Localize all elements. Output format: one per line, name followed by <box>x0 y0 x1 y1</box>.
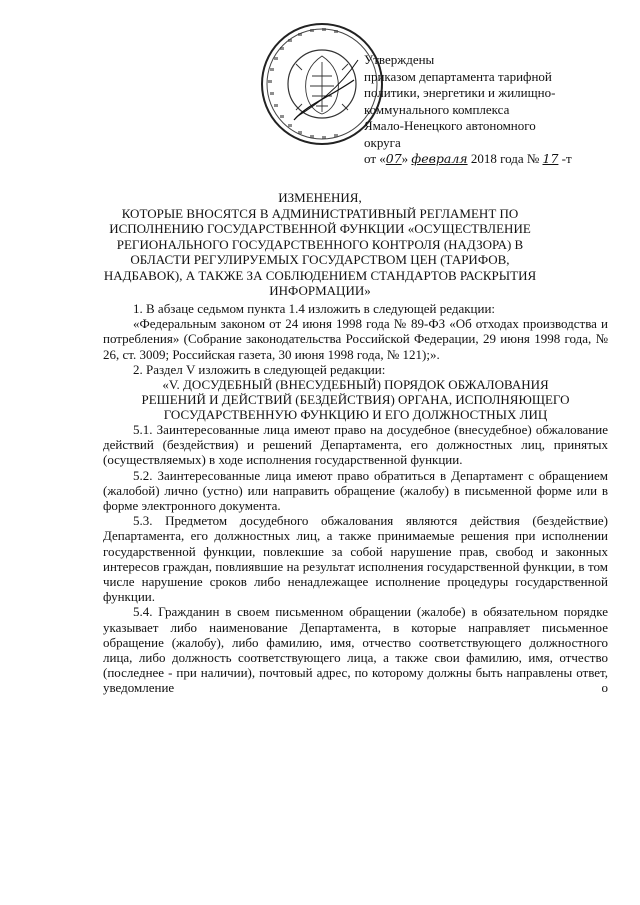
approval-line: Ямало-Ненецкого автономного <box>364 118 536 133</box>
section-heading-line: РЕШЕНИЙ И ДЕЙСТВИЙ (БЕЗДЕЙСТВИЯ) ОРГАНА, ИСПОЛНЯЮЩЕГО <box>141 392 570 408</box>
date-year: 2018 года № <box>467 151 543 166</box>
approval-line: приказом департамента тарифной <box>364 68 552 84</box>
title-line: КОТОРЫЕ ВНОСЯТСЯ В АДМИНИСТРАТИВНЫЙ РЕГЛАМЕНТ ПО <box>121 205 519 221</box>
approval-date-line <box>364 151 624 168</box>
date-day-handwritten: 07 <box>385 151 402 166</box>
date-suffix: -т <box>558 151 572 166</box>
order-number-handwritten: 17 <box>542 151 559 166</box>
paragraph-5-3: 5.3. Предметом досудебного обжалования являются действия (бездействие) Департамента, его должностных лиц, а также принимаемые решения при исполнении государственной функции, повлекшие за собой нарушение прав, свобод и законных интересов граждан, повлиявшие на результат исполнения государственной функции, в том числе нарушение сроков либо ненадлежащее исполнение процедуры государственной функции. <box>103 513 608 605</box>
paragraph-5-4: 5.4. Гражданин в своем письменном обращении (жалобе) в обязательном порядке указывает либо наименование Департамента, в которые направляет письменное обращение (жалобу), либо фамилию, имя, отчество соответствующего должностного лица, либо должность соответствующего лица, а также свои фамилию, имя, отчество (последнее - при наличии), почтовый адрес, по которому должны быть направлены ответ, уведомление о <box>103 604 608 696</box>
document-body <box>103 301 608 696</box>
title-line: ИНФОРМАЦИИ» <box>269 283 371 298</box>
approval-line: политики, энергетики и жилищно- <box>364 85 556 100</box>
paragraph-5-1: 5.1. Заинтересованные лица имеют право на досудебное (внесудебное) обжалование действий (бездействия) и решений Департамента, его должностных лиц, принятых (осуществляемых) в ходе исполнения государственной функции. <box>103 422 608 468</box>
approval-line: округа <box>364 134 401 150</box>
date-mid: » <box>401 151 412 166</box>
title-line: РЕГИОНАЛЬНОГО ГОСУДАРСТВЕННОГО КОНТРОЛЯ (НАДЗОРА) В <box>116 236 524 252</box>
section-heading <box>103 377 608 422</box>
approval-line: Утверждены <box>364 52 435 67</box>
approval-block <box>364 52 624 168</box>
document-title <box>100 190 540 299</box>
approval-line: коммунального комплекса <box>364 101 510 117</box>
title-line: ИЗМЕНЕНИЯ, <box>278 190 362 205</box>
section-heading-line: ГОСУДАРСТВЕННУЮ ФУНКЦИЮ И ЕГО ДОЛЖНОСТНЫХ ЛИЦ <box>163 407 548 423</box>
amendment-item-1: 1. В абзаце седьмом пункта 1.4 изложить в следующей редакции: <box>133 301 496 316</box>
amendment-item-2: 2. Раздел V изложить в следующей редакции: <box>133 361 386 377</box>
date-month-handwritten: февраля <box>411 151 468 166</box>
title-line: ИСПОЛНЕНИЮ ГОСУДАРСТВЕННОЙ ФУНКЦИИ «ОСУЩЕСТВЛЕНИЕ <box>109 221 531 236</box>
section-heading-line: «V. ДОСУДЕБНЫЙ (ВНЕСУДЕБНЫЙ) ПОРЯДОК ОБЖАЛОВАНИЯ <box>162 377 549 393</box>
paragraph-5-2: 5.2. Заинтересованные лица имеют право обратиться в Департамент с обращением (жалобой) лично (устно) или направить обращение (жалобу) в письменной форме или в форме электронного документа. <box>103 467 608 514</box>
title-line: ОБЛАСТИ РЕГУЛИРУЕМЫХ ГОСУДАРСТВОМ ЦЕН (ТАРИФОВ, <box>130 252 510 267</box>
amendment-item-1-quote: «Федеральным законом от 24 июня 1998 года № 89-ФЗ «Об отходах производства и потребления» (Собрание законодательства Российской Федерации, 29 июня 1998 года, № 26, ст. 3009; Российская газета, 30 июня 1998 года, № 121);». <box>103 316 608 362</box>
date-prefix: от « <box>364 151 386 166</box>
title-line: НАДБАВОК), А ТАКЖЕ ЗА СОБЛЮДЕНИЕМ СТАНДАРТОВ РАСКРЫТИЯ <box>103 267 537 283</box>
